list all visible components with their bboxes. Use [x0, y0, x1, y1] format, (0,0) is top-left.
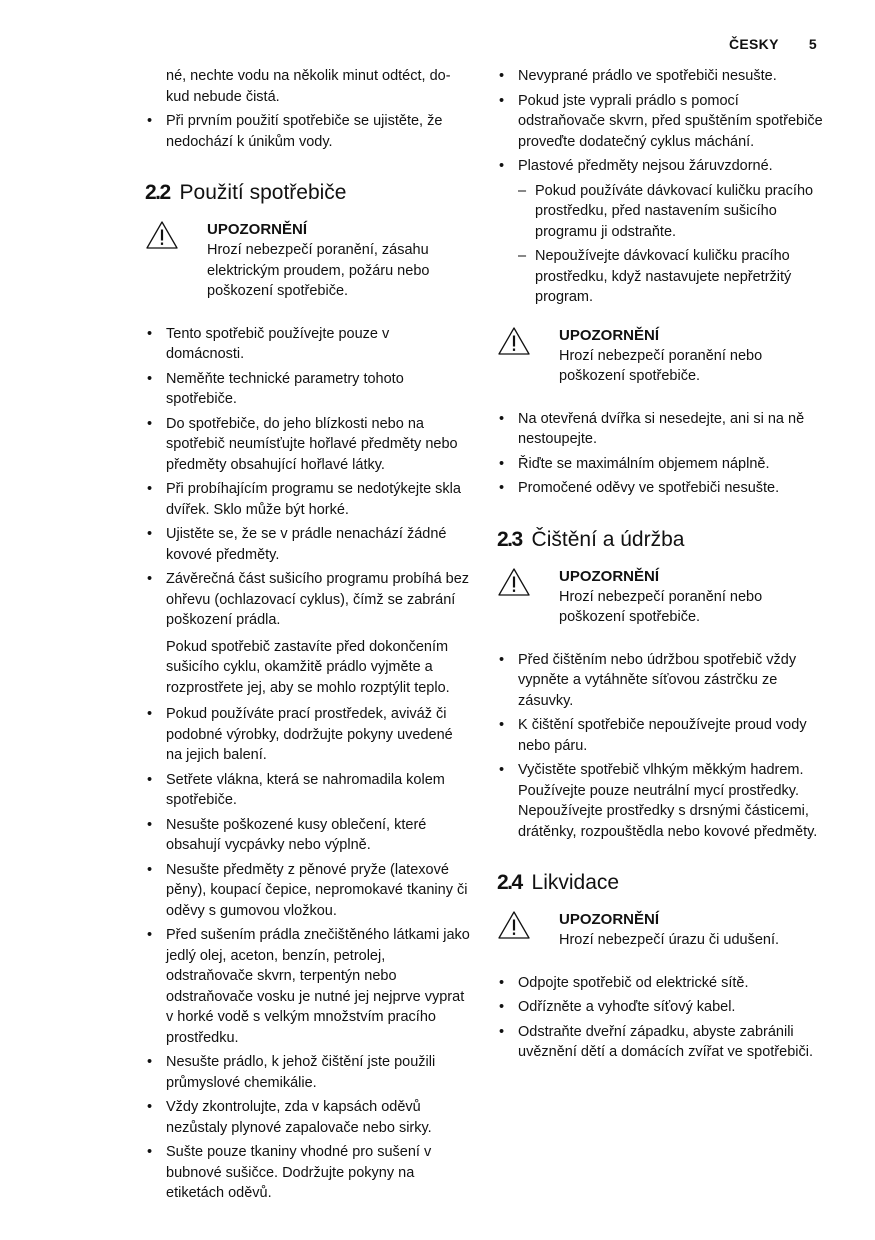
- section-number: 2.3: [497, 527, 522, 551]
- warning-text: Hrozí nebezpečí poranění nebo poškození spotřebiče.: [559, 347, 763, 384]
- disposal-bullet-list: [497, 973, 827, 1063]
- door-bullet-list: [497, 409, 827, 499]
- list-item: • Tento spotřebič používejte pouze v domácnosti.: [145, 324, 470, 365]
- warning-block: [497, 567, 827, 628]
- warning-title: UPOZORNĚNÍ: [559, 326, 660, 344]
- warning-title: UPOZORNĚNÍ: [559, 567, 660, 585]
- usage-bullet-list: [145, 324, 470, 631]
- warning-title: UPOZORNĚNÍ: [559, 911, 660, 928]
- section-heading-2-4: [497, 870, 827, 896]
- list-item: • Neměňte technické parametry tohoto spotřebiče.: [145, 369, 470, 410]
- section-title: Likvidace: [531, 871, 620, 894]
- warning-triangle-icon: [497, 326, 531, 356]
- list-item: • Před čištěním nebo údržbou spotřebič vždy vypněte a vytáhněte síťovou zástrčku ze zásuvky.: [497, 650, 827, 712]
- list-item: • K čištění spotřebiče nepoužívejte proud vody nebo páru.: [497, 715, 827, 756]
- intro-bullet-list: [145, 111, 470, 152]
- list-item: • Před sušením prádla znečištěného látkami jako jedlý olej, aceton, benzín, petrolej, odstraňovače skvrn, terpentýn nebo odstraňovače vosku je nutné jej nejprve vyprat v horké vodě s velkým množstvím pracího prostředku.: [145, 925, 470, 1048]
- section-number: 2.2: [145, 181, 170, 204]
- warning-text: Hrozí nebezpečí úrazu či udušení.: [559, 932, 780, 948]
- warning-triangle-icon: [497, 567, 531, 597]
- list-item: • Promočené oděvy ve spotřebiči nesušte.: [497, 478, 827, 499]
- list-item: • Vyčistěte spotřebič vlhkým měkkým hadrem. Používejte pouze neutrální mycí prostředky. Nepoužívejte prostředky s drsnými částicemi, drátěnky, rozpouštědla nebo kovové předměty.: [497, 760, 827, 842]
- dash-item: – Nepoužívejte dávkovací kuličku pracího prostředku, když nastavujete nepřetržitý program.: [497, 246, 827, 308]
- list-item: • Do spotřebiče, do jeho blízkosti nebo na spotřebič neumísťujte hořlavé předměty nebo předměty obsahující hořlavé látky.: [145, 414, 470, 476]
- list-item: • Odpojte spotřebič od elektrické sítě.: [497, 973, 827, 994]
- usage-bullet-list-continued: [145, 704, 470, 1204]
- warning-text: Hrozí nebezpečí poranění, zásahu elektrickým proudem, požáru nebo poškození spotřebiče.: [207, 242, 430, 299]
- list-item: • Nesušte poškozené kusy oblečení, které obsahují vycpávky nebo výplně.: [145, 815, 470, 856]
- left-column: [145, 66, 470, 1208]
- section-number: 2.4: [497, 871, 522, 894]
- intro-continuation: né, nechte vodu na několik minut odtéct, do-kud nebude čistá.: [166, 68, 451, 105]
- warning-text: Hrozí nebezpečí poranění nebo poškození spotřebiče.: [559, 588, 763, 625]
- warning-block: [145, 220, 470, 302]
- section-title: Použití spotřebiče: [179, 181, 347, 204]
- list-item: • Pokud jste vyprali prádlo s pomocí odstraňovače skvrn, před spuštěním spotřebiče proveďte dodatečný cyklus máchání.: [497, 91, 827, 153]
- cleaning-bullet-list: [497, 650, 827, 843]
- list-item: • Nesušte předměty z pěnové pryže (latexové pěny), koupací čepice, nepromokavé tkaniny či oděvy s gumovou vložkou.: [145, 860, 470, 922]
- list-item: • Při probíhajícím programu se nedotýkejte skla dvířek. Sklo může být horké.: [145, 479, 470, 520]
- language-label: ČESKY: [728, 36, 779, 52]
- list-item: • Při prvním použití spotřebiče se ujistěte, že nedochází k únikům vody.: [145, 111, 470, 152]
- cooling-note: Pokud spotřebič zastavíte před dokončením sušicího cyklu, okamžitě prádlo vyjměte a rozprostřete jej, aby se mohlo rozptýlit teplo.: [166, 638, 450, 696]
- section-heading-2-2: [145, 180, 470, 206]
- list-item: • Pokud používáte prací prostředek, aviváž či podobné výrobky, dodržujte pokyny uvedené na jejich balení.: [145, 704, 470, 766]
- list-item: • Plastové předměty nejsou žáruvzdorné.: [497, 156, 827, 177]
- list-item: • Závěrečná část sušicího programu probíhá bez ohřevu (ochlazovací cyklus), čímž se zabrání poškození prádla.: [145, 569, 470, 631]
- list-item: • Řiďte se maximálním objemem náplně.: [497, 454, 827, 475]
- page-header: [729, 36, 817, 52]
- warning-triangle-icon: [497, 910, 531, 940]
- dash-item: – Pokud používáte dávkovací kuličku pracího prostředku, před nastavením sušicího programu ji odstraňte.: [497, 181, 827, 243]
- list-item: • Vždy zkontrolujte, zda v kapsách oděvů nezůstaly plynové zapalovače nebo sirky.: [145, 1097, 470, 1138]
- list-item: • Sušte pouze tkaniny vhodné pro sušení v bubnové sušičce. Dodržujte pokyny na etiketách oděvů.: [145, 1142, 470, 1204]
- list-item: • Nesušte prádlo, k jehož čištění jste použili průmyslové chemikálie.: [145, 1052, 470, 1093]
- list-item: • Na otevřená dvířka si nesedejte, ani si na ně nestoupejte.: [497, 409, 827, 450]
- section-heading-2-3: [497, 527, 827, 553]
- right-column: [497, 66, 827, 1067]
- list-item: • Ujistěte se, že se v prádle nenachází žádné kovové předměty.: [145, 524, 470, 565]
- section-title: Čištění a údržba: [531, 527, 685, 551]
- list-item: • Nevyprané prádlo ve spotřebiči nesušte.: [497, 66, 827, 87]
- warning-block: [497, 326, 827, 387]
- list-item: • Odstraňte dveřní západku, abyste zabránili uvěznění dětí a domácích zvířat ve spotřebiči.: [497, 1022, 827, 1063]
- list-item: • Odřízněte a vyhoďte síťový kabel.: [497, 997, 827, 1018]
- warning-block: [497, 910, 827, 951]
- page-number: 5: [808, 36, 817, 52]
- warning-triangle-icon: [145, 220, 179, 250]
- list-item: • Setřete vlákna, která se nahromadila kolem spotřebiče.: [145, 770, 470, 811]
- warning-title: UPOZORNĚNÍ: [207, 221, 308, 238]
- usage-bullet-list-right: [497, 66, 827, 308]
